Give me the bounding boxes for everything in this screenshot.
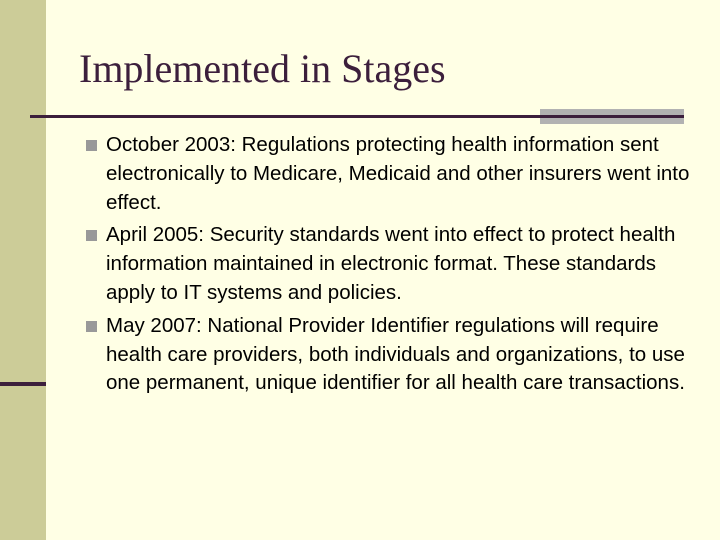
square-bullet-icon (86, 321, 97, 332)
bullet-list (86, 131, 706, 402)
title-rule-accent-bottom (540, 118, 684, 124)
bullet-item-october-2003 (86, 131, 706, 217)
bullet-text: April 2005: Security standards went into effect to protect health information maintained in electronic format. These standards apply to IT systems and policies. (106, 223, 676, 304)
bullet-text: May 2007: National Provider Identifier regulations will require health care providers, both individuals and organizations, to use one permanent, unique identifier for all health care transactions. (106, 313, 685, 395)
left-accent-divider (0, 382, 46, 386)
left-accent-band (0, 0, 46, 540)
bullet-item-may-2007 (86, 312, 706, 398)
square-bullet-icon (86, 230, 97, 241)
square-bullet-icon (86, 140, 97, 151)
bullet-text: October 2003: Regulations protecting health information sent electronically to Medicare, Medicaid and other insurers went into effect. (106, 133, 690, 214)
slide-title: Implemented in Stages (79, 46, 446, 91)
bullet-item-april-2005 (86, 221, 706, 307)
